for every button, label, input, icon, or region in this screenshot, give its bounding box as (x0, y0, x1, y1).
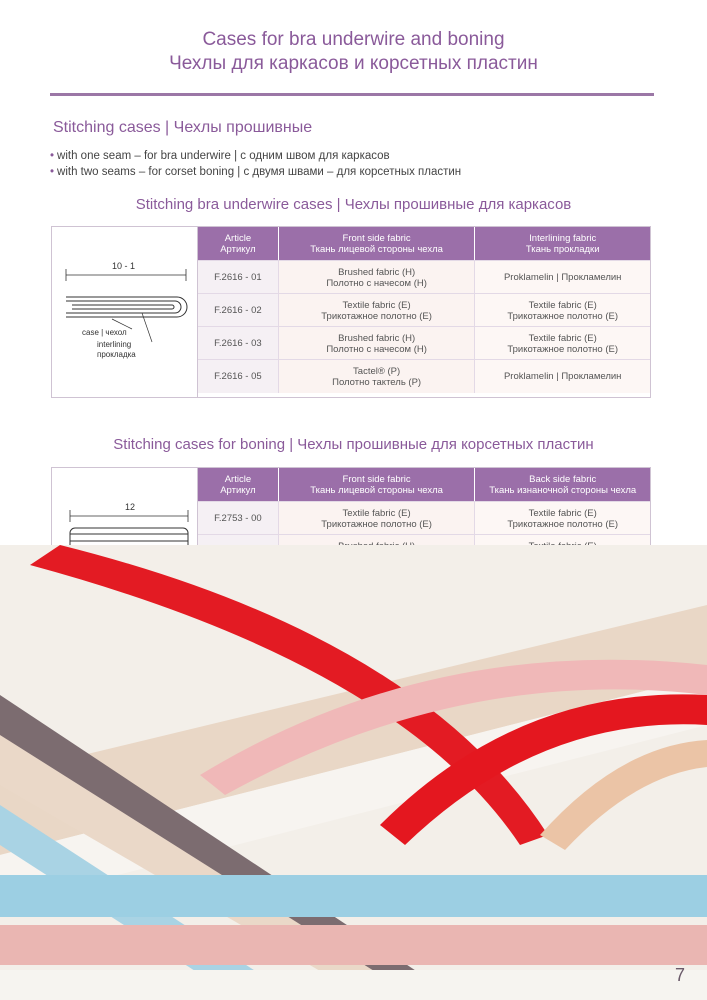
cell-line: Textile fabric (E) (528, 507, 597, 519)
cell-line: F.2616 - 02 (214, 305, 262, 316)
cell-line: Трикотажное полотно (E) (321, 310, 432, 322)
col-back-header: Back side fabric Ткань изнаночной стороны чехла (475, 468, 650, 501)
cell-line: Трикотажное полотно (E) (507, 518, 619, 530)
table-cell (198, 327, 279, 360)
dimension-label: 12 (125, 502, 136, 512)
table-cell (475, 327, 650, 360)
cell-line: Полотно с начесом (H) (326, 277, 427, 289)
col-article-header: Article Артикул (198, 227, 279, 260)
col-interlining-header: Interlining fabric Ткань прокладки (475, 227, 650, 260)
underwire-case-diagram (52, 227, 198, 397)
cell-line: Textile fabric (E) (528, 299, 597, 311)
table-cell (279, 360, 476, 393)
table-cell (198, 261, 279, 294)
table-cell (475, 294, 650, 327)
cell-line: Textile fabric (E) (342, 507, 411, 519)
cell-line: Tactel® (P) (353, 365, 401, 377)
table-cell (279, 261, 476, 294)
table-cell (475, 502, 650, 535)
cell-line: Brushed fabric (H) (338, 266, 416, 278)
interlining-label: interlining (97, 340, 132, 349)
table1 (51, 226, 651, 398)
case-label: case | чехол (82, 328, 127, 337)
title-en: Cases for bra underwire and boning (202, 29, 505, 50)
table-row (198, 326, 650, 360)
cell-line: Brushed fabric (H) (338, 332, 416, 344)
interlining-label-ru: прокладка (97, 350, 136, 359)
cell-line: F.2616 - 05 (214, 371, 262, 382)
page-number: 7 (674, 965, 685, 985)
table-cell (198, 360, 279, 393)
table-row (198, 293, 650, 327)
title-ru: Чехлы для каркасов и корсетных пластин (169, 53, 538, 74)
table2-header (198, 468, 650, 501)
cell-line: Трикотажное полотно (E) (507, 310, 619, 322)
cell-line: Трикотажное полотно (E) (321, 518, 432, 530)
bullet-list (50, 148, 461, 180)
col-front-header: Front side fabric Ткань лицевой стороны чехла (279, 227, 476, 260)
cell-line: F.2753 - 00 (214, 513, 262, 524)
divider (50, 93, 654, 96)
table-row (198, 501, 650, 535)
table1-header (198, 227, 650, 260)
table1-grid (198, 227, 650, 397)
table-cell (198, 294, 279, 327)
col-article-header: Article Артикул (198, 468, 279, 501)
cell-line: F.2616 - 03 (214, 338, 262, 349)
section-heading: Stitching cases | Чехлы прошивные (53, 119, 313, 136)
table-cell (279, 327, 476, 360)
table-cell (198, 502, 279, 535)
table-cell (475, 360, 650, 393)
table-cell (475, 261, 650, 294)
cell-line: Textile fabric (E) (342, 299, 411, 311)
fabric-cases-photo (0, 545, 707, 1000)
table-cell (279, 502, 476, 535)
table-row (198, 359, 650, 393)
bullet-two-seams: • with two seams – for corset boning | с двумя швами – для корсетных пластин (50, 164, 461, 180)
col-front-header: Front side fabric Ткань лицевой стороны чехла (279, 468, 476, 501)
bullet-one-seam: • with one seam – for bra underwire | с одним швом для каркасов (50, 148, 461, 164)
underwire-case-drawing (52, 227, 197, 397)
cell-line: Трикотажное полотно (E) (507, 343, 619, 355)
cell-line: Полотно с начесом (H) (326, 343, 427, 355)
table-row (198, 260, 650, 294)
cell-line: Textile fabric (E) (528, 332, 597, 344)
table2-title: Stitching cases for boning | Чехлы прошивные для корсетных пластин (113, 436, 594, 453)
cell-line: Proklamelin | Прокламелин (503, 371, 622, 382)
table1-title: Stitching bra underwire cases | Чехлы прошивные для каркасов (135, 196, 572, 213)
table-cell (279, 294, 476, 327)
cell-line: Полотно тактель (P) (332, 376, 422, 388)
cell-line: F.2616 - 01 (214, 272, 262, 283)
cell-line: Proklamelin | Прокламелин (503, 272, 622, 283)
dimension-label: 10 - 1 (112, 261, 136, 271)
